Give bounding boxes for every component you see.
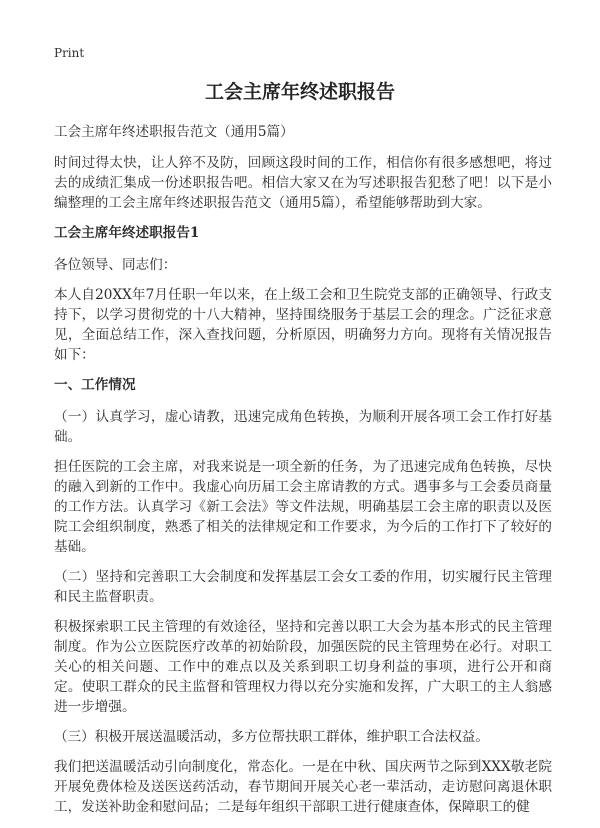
item-heading: （二）坚持和完善职工大会制度和发挥基层工会女工委的作用，切实履行民主管理和民主监督职责。: [54, 569, 552, 605]
document-title: 工会主席年终述职报告: [204, 81, 395, 103]
item-paragraph: 我们把送温暖活动引向制度化，常态化。一是在中秋、国庆两节之际到XXX敬老院开展免费体检及送医送药活动，春节期间开展关心老一辈活动，走访慰问离退休职工，发送补助金和慰问品；二是每年组织干部职工进行健康查体，保障职工的健: [54, 759, 552, 815]
document-subtitle: 工会主席年终述职报告范文（通用5篇）: [54, 124, 294, 140]
intro-paragraph: 时间过得太快，让人猝不及防，回顾这段时间的工作，相信你有很多感想吧，将过去的成绩汇集成一份述职报告吧。相信大家又在为写述职报告犯愁了吧！以下是小编整理的工会主席年终述职报告范文（通用5篇），希望能够帮助到大家。: [54, 155, 552, 211]
item-heading: （三）积极开展送温暖活动，多方位帮扶职工群体，维护职工合法权益。: [54, 729, 489, 745]
document-body: [54, 122, 552, 827]
greeting: 各位领导、同志们：: [54, 257, 177, 273]
item-paragraph: 积极探索职工民主管理的有效途径，坚持和完善以职工大会为基本形式的民主管理制度。作为公立医院医疗改革的初始阶段，加强医院的民主管理势在必行。对职工关心的相关问题、工作中的难点以及关系到职工切身利益的事项，进行公开和商定。使职工群众的民主监督和管理权力得以充分实施和发挥，广大职工的主人翁感进一步增强。: [54, 619, 552, 715]
print-link[interactable]: Print: [54, 46, 85, 60]
item-paragraph: 担任医院的工会主席，对我来说是一项全新的任务，为了迅速完成角色转换，尽快的融入到新的工作中。我虚心向历届工会主席请教的方式。遇事多与工会委员商量的工作方法。认真学习《新工会法》等文件法规，明确基层工会主席的职责以及医院工会组织制度，熟悉了相关的法律规定和工作要求，为今后的工作打下了较好的基础。: [54, 459, 552, 555]
item-heading: （一）认真学习，虚心请教，迅速完成角色转换，为顺利开展各项工会工作打好基础。: [54, 409, 552, 445]
opening-paragraph: 本人自20XX年7月任职一年以来，在上级工会和卫生院党支部的正确领导、行政支持下，以学习贯彻党的十八大精神，坚持围绕服务于基层工会的理念。广泛征求意见，全面总结工作，深入查找问题，分析原因，明确努力方向。现将有关情况报告如下：: [54, 287, 552, 363]
section-heading: 一、工作情况: [54, 377, 136, 393]
report-heading: 工会主席年终述职报告1: [54, 225, 200, 241]
